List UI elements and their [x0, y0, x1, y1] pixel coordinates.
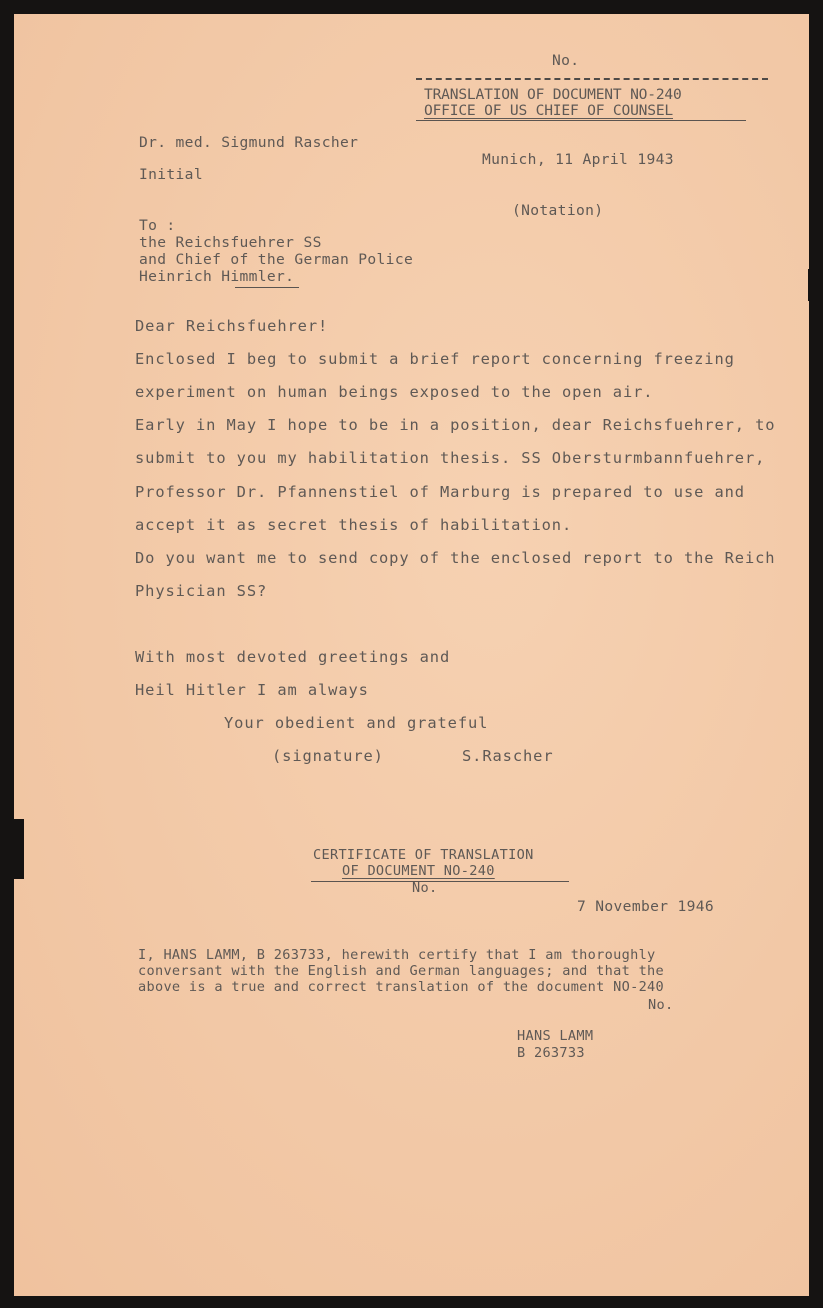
certificate-subtitle: OF DOCUMENT NO-240	[342, 863, 495, 879]
body-line: Early in May I hope to be in a position, dear Reichsfuehrer, to	[135, 416, 776, 434]
recipient-line3: Heinrich Himmler.	[139, 268, 295, 285]
signature-name: S.Rascher	[462, 747, 554, 765]
sender-name: Dr. med. Sigmund Rascher	[139, 134, 359, 151]
place-date: Munich, 11 April 1943	[482, 151, 674, 168]
body-line: Enclosed I beg to submit a brief report concerning freezing	[135, 350, 735, 368]
signer-name: HANS LAMM	[517, 1028, 594, 1044]
closing-line3: Your obedient and grateful	[224, 714, 489, 732]
certificate-text-line: conversant with the English and German languages; and that the	[138, 963, 665, 979]
certificate-number-2: No.	[648, 997, 674, 1013]
recipient-to: To :	[139, 217, 176, 234]
header-underline	[416, 120, 746, 121]
body-line: accept it as secret thesis of habilitation.	[135, 516, 573, 534]
salutation: Dear Reichsfuehrer!	[135, 317, 329, 335]
body-line: experiment on human beings exposed to the open air.	[135, 383, 654, 401]
closing-line1: With most devoted greetings and	[135, 648, 451, 666]
recipient-line1: the Reichsfuehrer SS	[139, 234, 322, 251]
header-number: No.	[552, 52, 580, 69]
paper-tear-left	[14, 819, 24, 879]
certificate-number: No.	[412, 880, 438, 896]
recipient-line2: and Chief of the German Police	[139, 251, 414, 268]
certificate-underline	[311, 881, 569, 882]
signature-label: (signature)	[272, 747, 384, 765]
certificate-text-line: above is a true and correct translation of the document NO-240	[138, 979, 665, 995]
himmler-underline	[235, 287, 299, 288]
header-dashed-rule	[416, 78, 768, 80]
certificate-title: CERTIFICATE OF TRANSLATION	[313, 847, 534, 863]
document-page	[14, 14, 809, 1296]
body-line: Physician SS?	[135, 582, 268, 600]
body-line: submit to you my habilitation thesis. SS Obersturmbannfuehrer,	[135, 449, 766, 467]
notation-label: (Notation)	[512, 202, 604, 219]
certificate-text-line: I, HANS LAMM, B 263733, herewith certify that I am thoroughly	[138, 947, 656, 963]
header-title-line2: OFFICE OF US CHIEF OF COUNSEL	[424, 102, 673, 119]
signer-id: B 263733	[517, 1045, 585, 1061]
sender-initial: Initial	[139, 166, 203, 183]
body-line: Professor Dr. Pfannenstiel of Marburg is prepared to use and	[135, 483, 745, 501]
body-line: Do you want me to send copy of the enclosed report to the Reich	[135, 549, 776, 567]
closing-line2: Heil Hitler I am always	[135, 681, 369, 699]
certificate-date: 7 November 1946	[577, 898, 715, 915]
header-title-line1: TRANSLATION OF DOCUMENT NO-240	[424, 86, 682, 103]
paper-tear-right	[808, 269, 816, 301]
